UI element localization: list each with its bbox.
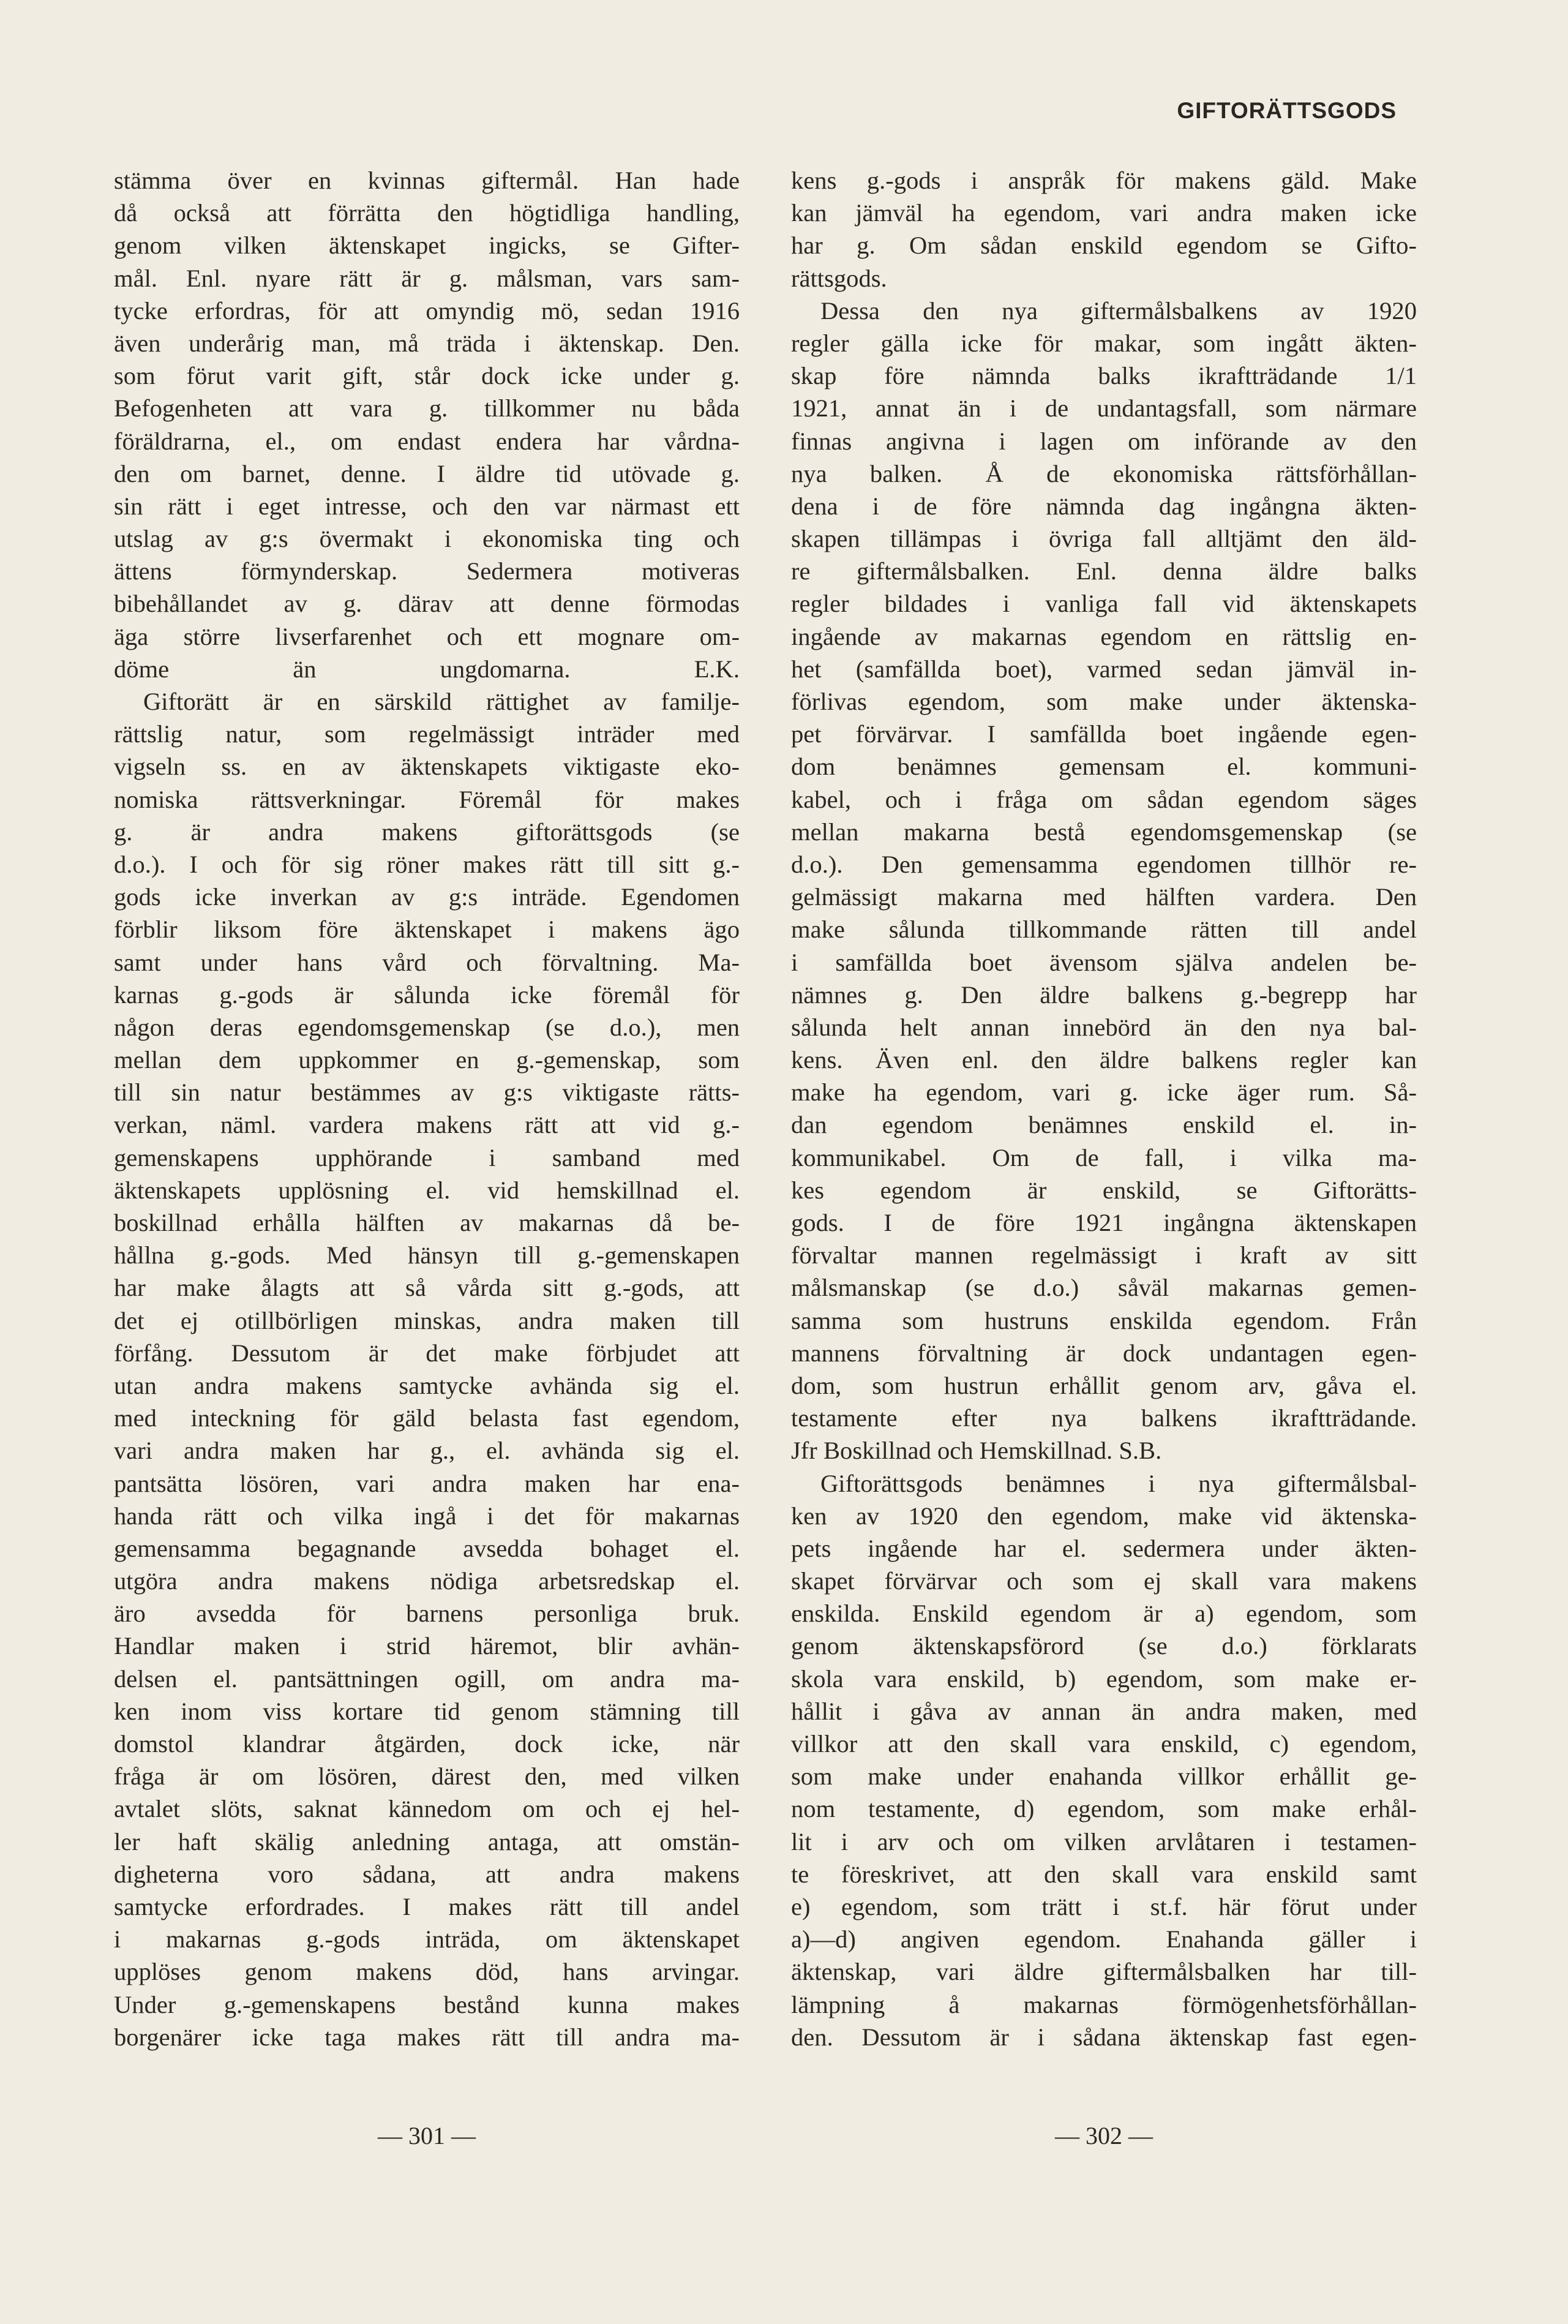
text-line: nämnes g. Den äldre balkens g.-begrepp har: [791, 980, 1417, 1009]
text-line: Handlar maken i strid häremot, blir avhän-: [114, 1632, 740, 1660]
text-line: den. Dessutom är i sådana äktenskap fast egen-: [791, 2023, 1417, 2051]
text-line: mellan dem uppkommer en g.-gemenskap, som: [114, 1046, 740, 1074]
text-line: gods. I de före 1921 ingångna äktenskapen: [791, 1209, 1417, 1236]
text-line: till sin natur bestämmes av g:s viktigaste rätts-: [114, 1078, 740, 1107]
text-line: ättens förmynderskap. Sedermera motiveras: [114, 557, 740, 585]
running-header: GIFTORÄTTSGODS: [1177, 98, 1397, 123]
text-line: det ej otillbörligen minskas, andra maken till: [114, 1306, 740, 1334]
text-line: make sålunda tillkommande rätten till andel: [791, 916, 1417, 944]
text-line: även underårig man, må träda i äktenskap. Den.: [114, 329, 740, 357]
text-line: den om barnet, denne. I äldre tid utövade g.: [114, 459, 740, 487]
text-line: skola vara enskild, b) egendom, som make er-: [791, 1664, 1417, 1693]
text-line: genom vilken äktenskapet ingicks, se Gifter-: [114, 231, 740, 260]
text-line: skapet förvärvar och som ej skall vara makens: [791, 1567, 1417, 1595]
text-line: enskilda. Enskild egendom är a) egendom, som: [791, 1600, 1417, 1628]
text-line: samma som hustruns enskilda egendom. Från: [791, 1306, 1417, 1334]
text-line: e) egendom, som trätt i st.f. här förut under: [791, 1892, 1417, 1920]
text-line: Dessa den nya giftermålsbalkens av 1920: [820, 296, 1417, 325]
text-line: vari andra maken har g., el. avhända sig el.: [114, 1437, 740, 1465]
text-line: utan andra makens samtycke avhända sig el.: [114, 1371, 740, 1399]
text-line: gemenskapens upphörande i samband med: [114, 1143, 740, 1171]
text-line: som make under enahanda villkor erhållit ge-: [791, 1762, 1417, 1791]
text-line: Giftorättsgods benämnes i nya giftermålsbal-: [820, 1469, 1417, 1497]
text-line: nom testamente, d) egendom, som make erhål-: [791, 1795, 1417, 1823]
text-line: te föreskrivet, att den skall vara enskild samt: [791, 1860, 1417, 1888]
text-line: samtycke erfordrades. I makes rätt till andel: [114, 1892, 740, 1920]
text-line: kens. Även enl. den äldre balkens regler kan: [791, 1046, 1417, 1074]
text-line: förlivas egendom, som make under äktenska-: [791, 688, 1417, 715]
text-line: d.o.). Den gemensamma egendomen tillhör re-: [791, 850, 1417, 878]
text-line: då också att förrätta den högtidliga handling,: [114, 199, 740, 227]
text-line: domstol klandrar åtgärden, dock icke, när: [114, 1730, 740, 1758]
text-line: pet förvärvar. I samfällda boet ingående egen-: [791, 720, 1417, 748]
text-line: förblir liksom före äktenskapet i makens ägo: [114, 916, 740, 944]
text-line: regler bildades i vanliga fall vid äktenskapets: [791, 590, 1417, 618]
text-line: dena i de före nämnda dag ingångna äkten-: [791, 492, 1417, 520]
text-line: utgöra andra makens nödiga arbetsredskap el.: [114, 1567, 740, 1595]
text-line: utslag av g:s övermakt i ekonomiska ting och: [114, 525, 740, 553]
text-line: gelmässigt makarna med hälften vardera. Den: [791, 883, 1417, 911]
text-line: boskillnad erhålla hälften av makarnas då be-: [114, 1209, 740, 1236]
text-line: skapen tillämpas i övriga fall alltjämt den äld-: [791, 525, 1417, 553]
text-line: Jfr Boskillnad och Hemskillnad. S.B.: [791, 1437, 1162, 1465]
text-line: a)—d) angiven egendom. Enahanda gäller i: [791, 1925, 1417, 1954]
text-line: regler gälla icke för makar, som ingått äkten-: [791, 329, 1417, 357]
text-line: förfång. Dessutom är det make förbjudet att: [114, 1339, 740, 1367]
text-line: mannens förvaltning är dock undantagen egen-: [791, 1339, 1417, 1367]
text-line: mål. Enl. nyare rätt är g. målsman, vars sam-: [114, 264, 740, 292]
text-line: pets ingående har el. sedermera under äkten-: [791, 1534, 1417, 1562]
text-line: ken av 1920 den egendom, make vid äktenska-: [791, 1502, 1417, 1530]
text-line: make ha egendom, vari g. icke äger rum. Så-: [791, 1078, 1417, 1107]
text-line: rättslig natur, som regelmässigt inträder med: [114, 720, 740, 748]
text-line: delsen el. pantsättningen ogill, om andra ma-: [114, 1664, 740, 1693]
text-line: borgenärer icke taga makes rätt till andra ma-: [114, 2023, 740, 2051]
text-line: har g. Om sådan enskild egendom se Gifto-: [791, 231, 1417, 260]
text-line: hållna g.-gods. Med hänsyn till g.-gemenskapen: [114, 1241, 740, 1269]
text-line: har make ålagts att så vårda sitt g.-gods, att: [114, 1274, 740, 1302]
text-line: karnas g.-gods är sålunda icke föremål för: [114, 980, 740, 1009]
text-line: sin rätt i eget intresse, och den var närmast ett: [114, 492, 740, 520]
text-line: upplöses genom makens död, hans arvingar.: [114, 1958, 740, 1986]
text-line: ken inom viss kortare tid genom stämning till: [114, 1697, 740, 1725]
text-line: genom äktenskapsförord (se d.o.) förklarats: [791, 1632, 1417, 1660]
text-line: handa rätt och vilka ingå i det för makarnas: [114, 1502, 740, 1530]
text-line: kommunikabel. Om de fall, i vilka ma-: [791, 1143, 1417, 1171]
text-line: Giftorätt är en särskild rättighet av familje-: [143, 688, 740, 715]
right-column: [791, 164, 1417, 2053]
text-line: döme än ungdomarna. E.K.: [114, 655, 740, 683]
text-line: med inteckning för gäld belasta fast egendom,: [114, 1404, 740, 1432]
text-line: ler haft skälig anledning antaga, att omstän-: [114, 1827, 740, 1856]
text-line: villkor att den skall vara enskild, c) egendom,: [791, 1730, 1417, 1758]
text-line: vigseln ss. en av äktenskapets viktigaste eko-: [114, 753, 740, 781]
text-line: kan jämväl ha egendom, vari andra maken icke: [791, 199, 1417, 227]
text-line: finnas angivna i lagen om införande av den: [791, 427, 1417, 455]
text-line: äga större livserfarenhet och ett mognare om-: [114, 622, 740, 650]
text-line: gemensamma begagnande avsedda bohaget el.: [114, 1534, 740, 1562]
text-line: fråga är om lösören, därest den, med vilken: [114, 1762, 740, 1791]
text-line: avtalet slöts, saknat kännedom om och ej hel-: [114, 1795, 740, 1823]
text-line: Under g.-gemenskapens bestånd kunna makes: [114, 1990, 740, 2018]
text-line: i samfällda boet ävensom själva andelen be-: [791, 948, 1417, 976]
text-line: digheterna voro sådana, att andra makens: [114, 1860, 740, 1888]
text-line: testamente efter nya balkens ikraftträdande.: [791, 1404, 1417, 1432]
text-line: målsmanskap (se d.o.) såväl makarnas gemen-: [791, 1274, 1417, 1302]
text-line: verkan, näml. vardera makens rätt att vid g.-: [114, 1111, 740, 1139]
left-column: [114, 164, 740, 2053]
text-line: samt under hans vård och förvaltning. Ma-: [114, 948, 740, 976]
text-line: kens g.-gods i anspråk för makens gäld. Make: [791, 167, 1417, 194]
text-line: skap före nämnda balks ikraftträdande 1/1: [791, 362, 1417, 390]
text-line: g. är andra makens giftorättsgods (se: [114, 818, 740, 846]
text-line: dom, som hustrun erhållit genom arv, gåva el.: [791, 1371, 1417, 1399]
text-line: dan egendom benämnes enskild el. in-: [791, 1111, 1417, 1139]
text-line: stämma över en kvinnas giftermål. Han hade: [114, 167, 740, 194]
text-line: nya balken. Å de ekonomiska rättsförhållan-: [791, 459, 1417, 487]
text-line: hållit i gåva av annan än andra maken, med: [791, 1697, 1417, 1725]
text-line: förvaltar mannen regelmässigt i kraft av sitt: [791, 1241, 1417, 1269]
page-number-right: — 302 —: [1055, 2122, 1153, 2149]
text-line: rättsgods.: [791, 264, 887, 292]
text-line: som förut varit gift, står dock icke under g.: [114, 362, 740, 390]
text-line: het (samfällda boet), varmed sedan jämväl in-: [791, 655, 1417, 683]
text-line: lämpning å makarnas förmögenhetsförhållan-: [791, 1990, 1417, 2018]
text-line: re giftermålsbalken. Enl. denna äldre balks: [791, 557, 1417, 585]
text-line: nomiska rättsverkningar. Föremål för makes: [114, 785, 740, 813]
text-line: någon deras egendomsgemenskap (se d.o.), men: [114, 1013, 740, 1041]
text-line: gods icke inverkan av g:s inträde. Egendomen: [114, 883, 740, 911]
text-line: d.o.). I och för sig röner makes rätt till sitt g.-: [114, 850, 740, 878]
text-line: lit i arv och om vilken arvlåtaren i testamen-: [791, 1827, 1417, 1856]
text-line: mellan makarna bestå egendomsgemenskap (se: [791, 818, 1417, 846]
text-line: dom benämnes gemensam el. kommuni-: [791, 753, 1417, 781]
text-line: äktenskap, vari äldre giftermålsbalken har till-: [791, 1958, 1417, 1986]
text-line: kabel, och i fråga om sådan egendom säges: [791, 785, 1417, 813]
text-line: Befogenheten att vara g. tillkommer nu båda: [114, 394, 740, 423]
text-line: föräldrarna, el., om endast endera har vårdna-: [114, 427, 740, 455]
text-line: äktenskapets upplösning el. vid hemskillnad el.: [114, 1176, 740, 1204]
page-number-left: — 301 —: [378, 2122, 476, 2149]
text-line: ingående av makarnas egendom en rättslig en-: [791, 622, 1417, 650]
text-line: pantsätta lösören, vari andra maken har ena-: [114, 1469, 740, 1497]
text-line: i makarnas g.-gods inträda, om äktenskapet: [114, 1925, 740, 1954]
text-line: bibehållandet av g. därav att denne förmodas: [114, 590, 740, 618]
text-line: kes egendom är enskild, se Giftorätts-: [791, 1176, 1417, 1204]
text-line: 1921, annat än i de undantagsfall, som närmare: [791, 394, 1417, 423]
text-line: äro avsedda för barnens personliga bruk.: [114, 1600, 740, 1628]
text-line: tycke erfordras, för att omyndig mö, sedan 1916: [114, 296, 740, 325]
text-line: sålunda helt annan innebörd än den nya bal-: [791, 1013, 1417, 1041]
